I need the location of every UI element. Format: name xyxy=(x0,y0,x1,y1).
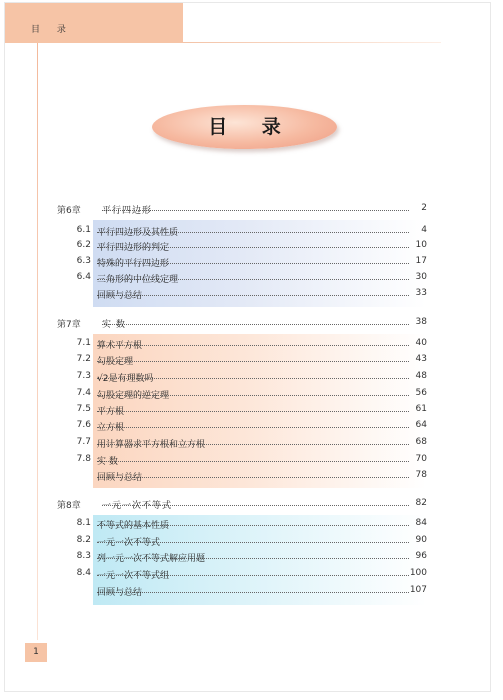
toc-page-number: 78 xyxy=(415,470,427,480)
toc-title: 勾股定理的逆定理 xyxy=(97,391,170,401)
toc-chapter-row[interactable] xyxy=(50,498,427,513)
toc-page-number: 84 xyxy=(415,518,427,528)
toc-title: 一元一次不等式 xyxy=(102,501,173,511)
toc-number: 第8章 xyxy=(57,501,81,511)
toc-title: 平行四边形 xyxy=(102,206,153,216)
toc-number: 7.3 xyxy=(76,371,91,381)
toc-page-number: 56 xyxy=(415,388,427,398)
toc-section-row[interactable] xyxy=(50,420,427,435)
toc-number: 8.3 xyxy=(76,551,91,561)
toc-page-number: 96 xyxy=(415,551,427,561)
toc-page-number: 70 xyxy=(415,454,427,464)
toc-section-row[interactable] xyxy=(50,288,427,303)
toc-number: 7.5 xyxy=(76,404,91,414)
toc-title: 算术平方根 xyxy=(97,341,143,351)
toc-section-row[interactable] xyxy=(50,225,427,240)
toc-title: 平行四边形及其性质 xyxy=(97,228,179,238)
toc-title: 立方根 xyxy=(97,423,125,433)
toc-title: 一元一次不等式 xyxy=(97,538,161,548)
toc-page-number: 68 xyxy=(415,437,427,447)
toc-page-number: 17 xyxy=(415,256,427,266)
toc-section-row[interactable] xyxy=(50,437,427,452)
toc-title: 特殊的平行四边形 xyxy=(97,259,170,269)
toc-title: 一元一次不等式组 xyxy=(97,571,170,581)
toc-title: 实 数 xyxy=(102,320,126,330)
toc-number: 7.7 xyxy=(76,437,91,447)
toc-leader-dots xyxy=(102,324,409,325)
toc-number: 8.1 xyxy=(76,518,91,528)
toc-section-row[interactable] xyxy=(50,240,427,255)
toc-page-number: 61 xyxy=(415,404,427,414)
toc-page-number: 82 xyxy=(415,498,427,508)
toc-title: 用计算器求平方根和立方根 xyxy=(97,440,206,450)
toc-number: 7.1 xyxy=(76,338,91,348)
toc-number: 6.4 xyxy=(76,272,91,282)
toc-chapter-row[interactable] xyxy=(50,317,427,332)
toc-page-number: 38 xyxy=(415,317,427,327)
toc-section-row[interactable] xyxy=(50,535,427,550)
toc-page-number: 90 xyxy=(415,535,427,545)
toc-number: 6.3 xyxy=(76,256,91,266)
toc-page-number: 4 xyxy=(421,225,427,235)
toc-number: 第6章 xyxy=(57,206,81,216)
toc-title: 实 数 xyxy=(97,457,118,467)
toc-page-number: 100 xyxy=(409,568,427,578)
toc-title: 勾股定理 xyxy=(97,357,134,367)
toc-number: 6.2 xyxy=(76,240,91,250)
toc-section-row[interactable] xyxy=(50,454,427,469)
toc-number: 7.4 xyxy=(76,388,91,398)
toc-title: 回顾与总结 xyxy=(97,473,143,483)
margin-rule xyxy=(37,43,38,640)
toc-number: 7.6 xyxy=(76,420,91,430)
toc-title: 回顾与总结 xyxy=(97,588,143,598)
toc-page-number: 40 xyxy=(415,338,427,348)
toc-title: 回顾与总结 xyxy=(97,291,143,301)
toc-title: 不等式的基本性质 xyxy=(97,521,170,531)
page-title: 目 录 xyxy=(208,116,295,138)
toc-section-row[interactable] xyxy=(50,354,427,369)
toc-leader-dots xyxy=(97,411,409,412)
toc-section-row[interactable] xyxy=(50,371,427,386)
toc-section-row[interactable] xyxy=(50,388,427,403)
header-rule xyxy=(183,42,441,43)
toc-leader-dots xyxy=(97,461,409,462)
toc-page-number: 48 xyxy=(415,371,427,381)
toc-section-row[interactable] xyxy=(50,272,427,287)
toc-section-row[interactable] xyxy=(50,338,427,353)
toc-number: 7.2 xyxy=(76,354,91,364)
toc-title: 平方根 xyxy=(97,407,125,417)
toc-page-number: 10 xyxy=(415,240,427,250)
toc-section-row[interactable] xyxy=(50,518,427,533)
toc-section-row[interactable] xyxy=(50,585,427,600)
toc-page-number: 64 xyxy=(415,420,427,430)
toc-leader-dots xyxy=(97,361,409,362)
toc-title: 平行四边形的判定 xyxy=(97,243,170,253)
toc-leader-dots xyxy=(97,427,409,428)
page-number: 1 xyxy=(25,643,47,662)
toc-number: 第7章 xyxy=(57,320,81,330)
toc-page-number: 2 xyxy=(421,203,427,213)
toc-number: 7.8 xyxy=(76,454,91,464)
toc-number: 8.4 xyxy=(76,568,91,578)
toc-title: 列一元一次不等式解应用题 xyxy=(97,554,206,564)
toc-section-row[interactable] xyxy=(50,404,427,419)
toc-section-row[interactable] xyxy=(50,256,427,271)
toc-title: √2是有理数吗 xyxy=(97,374,154,384)
header-label: 目 录 xyxy=(31,25,73,35)
toc-section-row[interactable] xyxy=(50,568,427,583)
toc-title: 三角形的中位线定理 xyxy=(97,275,179,285)
toc-number: 6.1 xyxy=(76,225,91,235)
toc-page-number: 30 xyxy=(415,272,427,282)
toc-number: 8.2 xyxy=(76,535,91,545)
toc-page-number: 33 xyxy=(415,288,427,298)
toc-chapter-row[interactable] xyxy=(50,203,427,218)
toc-section-row[interactable] xyxy=(50,551,427,566)
toc-page-number: 107 xyxy=(409,585,427,595)
toc-page-number: 43 xyxy=(415,354,427,364)
toc-section-row[interactable] xyxy=(50,470,427,485)
